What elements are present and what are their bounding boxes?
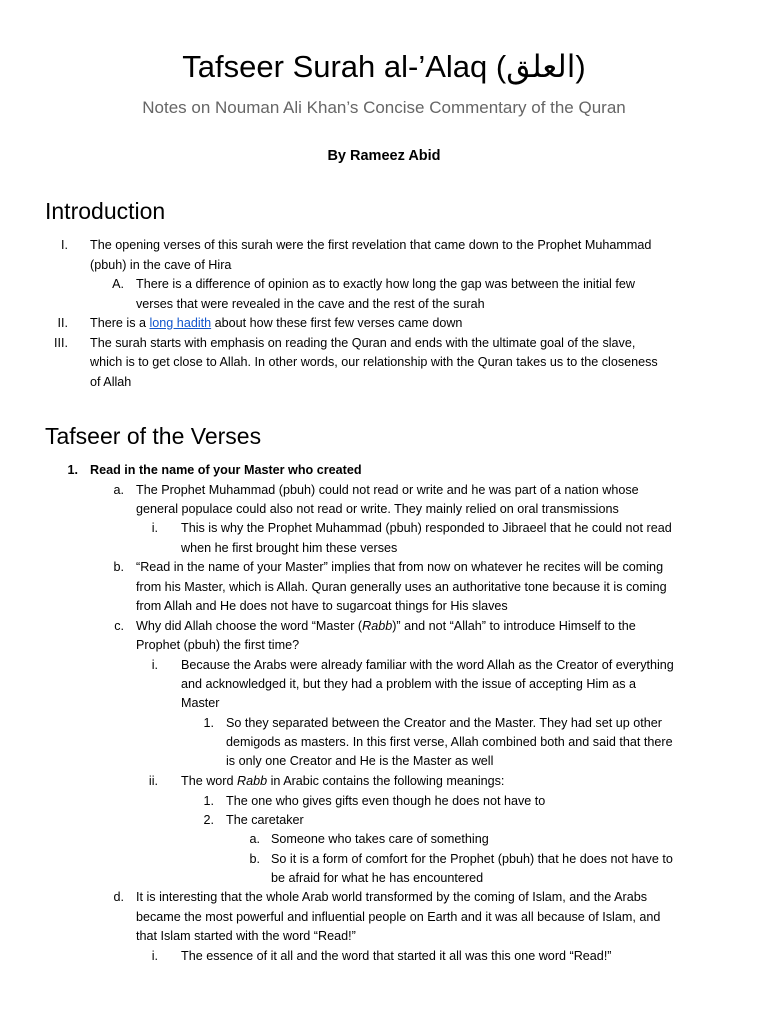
- verse-1-point-b-line: “Read in the name of your Master” implies that from now on whatever he recites will be coming: [136, 560, 664, 574]
- list-marker: b.: [113, 560, 124, 574]
- verse-1-point-d-line: became the most powerful and influential people on Earth and it was all because of Islam, and: [136, 910, 661, 924]
- verse-1-point-c-i-line: Master: [181, 696, 220, 710]
- list-marker: c.: [114, 619, 124, 633]
- intro-item-2-line: [90, 314, 462, 334]
- introduction-heading: Introduction: [45, 198, 166, 224]
- meaning-2-b-line: be afraid for what he has encountered: [271, 871, 484, 885]
- verse-1-point-c-i-line: Because the Arabs were already familiar with the word Allah as the Creator of everything: [181, 658, 674, 672]
- list-marker: b.: [249, 852, 260, 866]
- tafseer-heading: Tafseer of the Verses: [45, 423, 262, 449]
- intro-item-1-line: The opening verses of this surah were the first revelation that came down to the Prophet Muhammad: [90, 238, 652, 252]
- point-c-text-after: )” and not “Allah” to introduce Himself to the: [392, 619, 636, 633]
- list-marker: 2.: [203, 813, 214, 827]
- intro-item-2-text-after: about how these first few verses came down: [211, 316, 463, 330]
- long-hadith-link[interactable]: long hadith: [149, 316, 212, 330]
- list-marker: a.: [113, 483, 124, 497]
- verse-1-point-a-line: The Prophet Muhammad (pbuh) could not read or write and he was part of a nation whose: [136, 483, 639, 497]
- meaning-2-a-line: Someone who takes care of something: [271, 832, 489, 846]
- verse-1-point-c-i-1-line: So they separated between the Creator and the Master. They had set up other: [226, 716, 662, 730]
- verse-1-point-b-line: from Allah and He does not have to sugarcoat things for His slaves: [136, 599, 508, 613]
- meaning-1-line: The one who gives gifts even though he does not have to: [226, 794, 546, 808]
- list-marker: a.: [249, 832, 260, 846]
- intro-item-3-line: The surah starts with emphasis on reading the Quran and ends with the ultimate goal of the slave,: [90, 336, 636, 350]
- verse-1-point-b-line: from his Master, which is Allah. Quran generally uses an authoritative tone because it is coming: [136, 580, 667, 594]
- verse-1-point-a-i-line: when he first brought him these verses: [181, 541, 398, 555]
- intro-item-3-line: which is to get close to Allah. In other words, our relationship with the Quran takes us to the closeness: [90, 355, 658, 369]
- intro-item-2-text-before: There is a: [90, 316, 150, 330]
- list-marker: d.: [113, 890, 124, 904]
- list-marker: A.: [112, 277, 124, 291]
- verse-1-point-c-ii-line: [181, 772, 504, 792]
- point-c-ii-text-after: in Arabic contains the following meanings:: [267, 774, 505, 788]
- verse-1-point-d-line: that Islam started with the word “Read!”: [136, 929, 356, 943]
- document-title: Tafseer Surah al-’Alaq (العلق): [182, 49, 586, 84]
- meaning-2-b-line: So it is a form of comfort for the Prophet (pbuh) that he does not have to: [271, 852, 673, 866]
- list-marker: i.: [151, 658, 158, 672]
- verse-1-point-c-line: [136, 617, 636, 637]
- verse-1-point-c-i-line: and acknowledged it, but they had a problem with the issue of accepting Him as a: [181, 677, 637, 691]
- rabb-term: Rabb: [362, 619, 393, 633]
- list-marker: i.: [151, 521, 158, 535]
- list-marker: I.: [61, 238, 68, 252]
- meaning-2-line: The caretaker: [226, 813, 304, 827]
- verse-1-heading: Read in the name of your Master who created: [90, 463, 362, 477]
- intro-subitem-a-line: There is a difference of opinion as to exactly how long the gap was between the initial few: [136, 277, 635, 291]
- intro-subitem-a-line: verses that were revealed in the cave and the rest of the surah: [136, 297, 485, 311]
- list-marker: 1.: [203, 716, 214, 730]
- verse-1-point-a-line: general populace could also not read or write. They mainly relied on oral transmissions: [136, 502, 619, 516]
- document-subtitle: Notes on Nouman Ali Khan’s Concise Commentary of the Quran: [142, 98, 626, 117]
- point-c-ii-text-before: The word: [181, 774, 237, 788]
- list-marker: ii.: [148, 774, 158, 788]
- verse-1-point-c-i-1-line: is only one Creator and He is the Master as well: [226, 754, 494, 768]
- list-marker: III.: [54, 336, 68, 350]
- rabb-term: Rabb: [237, 774, 268, 788]
- author-byline: By Rameez Abid: [327, 148, 441, 164]
- verse-1-point-c-line: Prophet (pbuh) the first time?: [136, 638, 300, 652]
- intro-item-3-line: of Allah: [90, 375, 132, 389]
- list-marker: II.: [57, 316, 68, 330]
- list-marker: 1.: [203, 794, 214, 808]
- intro-item-1-line: (pbuh) in the cave of Hira: [90, 258, 232, 272]
- point-c-text-before: Why did Allah choose the word “Master (: [136, 619, 363, 633]
- verse-1-point-c-i-1-line: demigods as masters. In this first verse, Allah combined both and said that there: [226, 735, 673, 749]
- verse-1-point-a-i-line: This is why the Prophet Muhammad (pbuh) responded to Jibraeel that he could not read: [181, 521, 672, 535]
- verse-1-point-d-i-line: The essence of it all and the word that started it all was this one word “Read!”: [181, 949, 612, 963]
- list-marker: 1.: [67, 463, 78, 477]
- list-marker: i.: [151, 949, 158, 963]
- verse-1-point-d-line: It is interesting that the whole Arab world transformed by the coming of Islam, and the Arabs: [136, 890, 648, 904]
